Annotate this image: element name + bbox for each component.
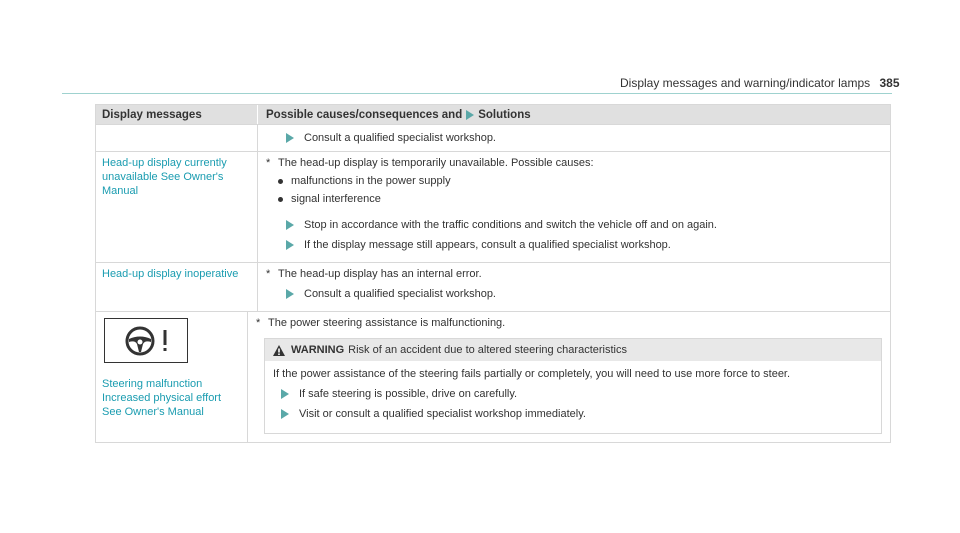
step: Stop in accordance with the traffic conditions and switch the vehicle off and on again. (266, 218, 882, 232)
message-cell[interactable]: Head-up display inoperative (96, 263, 258, 311)
message-cell[interactable]: Head-up display currently unavailable See Owner's Manual (96, 152, 258, 262)
solution-cell (258, 125, 890, 151)
warning-triangle-icon (273, 345, 285, 356)
message-cell (96, 312, 248, 442)
arrow-icon (466, 110, 474, 120)
page-header (620, 76, 900, 90)
arrow-icon (281, 389, 289, 399)
step: If safe steering is possible, drive on carefully. (273, 387, 873, 401)
warning-box (264, 338, 882, 434)
steering-wheel-warning-icon (104, 318, 188, 363)
message-cell (96, 125, 258, 151)
arrow-icon (286, 289, 294, 299)
step: If the display message still appears, consult a qualified specialist workshop. (266, 238, 882, 252)
arrow-icon (286, 240, 294, 250)
arrow-icon (281, 409, 289, 419)
step: Consult a qualified specialist workshop. (266, 131, 882, 145)
table-row (96, 151, 890, 262)
warning-body: If the power assistance of the steering fails partially or completely, you will need to use more force to steer. If safe steering is possible, drive on carefully. Visit or consult a qualified specialist workshop immediately. (265, 361, 881, 433)
col-display-messages: Display messages (96, 105, 258, 124)
header-title: Display messages and warning/indicator lamps (620, 76, 871, 90)
table-header (96, 105, 890, 124)
header-rule (62, 93, 892, 94)
table-row (96, 311, 890, 442)
arrow-icon (286, 220, 294, 230)
step: Consult a qualified specialist workshop. (266, 287, 882, 301)
messages-table (95, 104, 891, 443)
warning-header: WARNING Risk of an accident due to altered steering characteristics (265, 339, 881, 361)
message-link[interactable]: Steering malfunction Increased physical effort See Owner's Manual (102, 378, 222, 418)
solution-cell: * The power steering assistance is malfunctioning. WARNING Risk of an accident due to altered steering characteristics If the power assistance of the steering fails partially or completely, you will need to use more force to steer. If safe steering is possible, drive on carefully. Visit or consult a qualified specialist workshop immediately. (248, 312, 890, 442)
arrow-icon (286, 133, 294, 143)
solution-cell: * The head-up display is temporarily unavailable. Possible causes: malfunctions in the power supply signal interference Stop in accordance with the traffic conditions and switch the vehicle off and on again. If the display message still appears, consult a qualified specialist workshop. (258, 152, 890, 262)
col-causes-solutions: Possible causes/consequences and Solutions (266, 108, 531, 121)
step: Visit or consult a qualified specialist workshop immediately. (273, 407, 873, 421)
list-item: signal interference (266, 192, 882, 206)
table-row (96, 124, 890, 151)
page-number: 385 (879, 76, 900, 90)
list-item: malfunctions in the power supply (266, 174, 882, 188)
table-row (96, 262, 890, 311)
solution-cell: * The head-up display has an internal error. Consult a qualified specialist workshop. (258, 263, 890, 311)
